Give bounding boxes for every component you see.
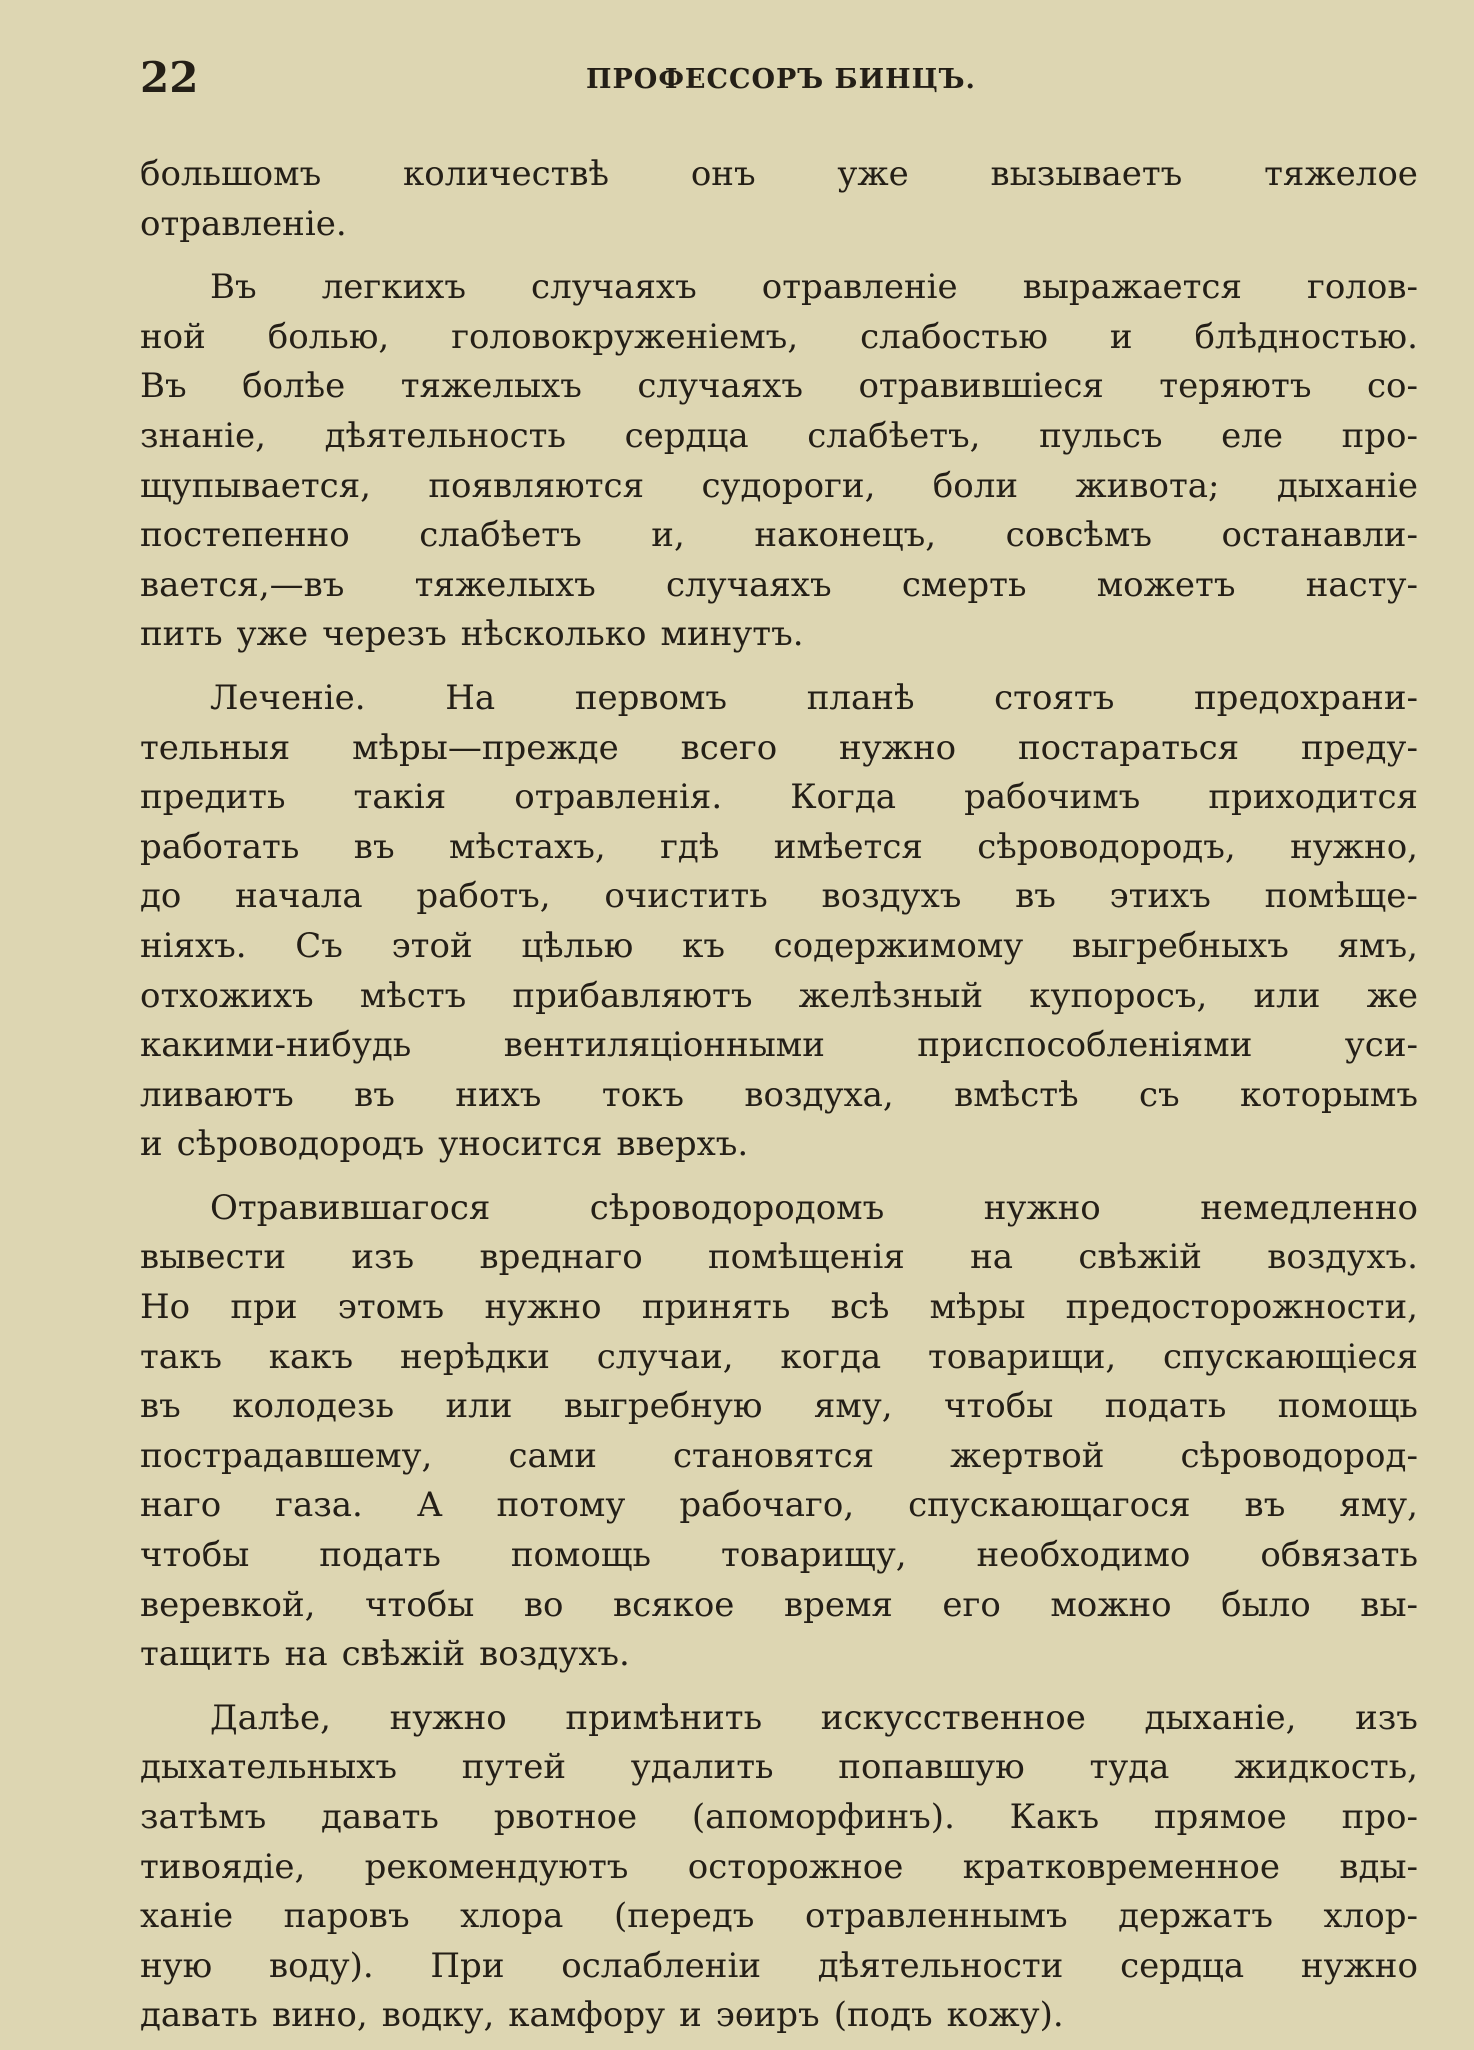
word: боли: [932, 465, 1018, 506]
word: работать: [140, 826, 300, 867]
word: тяжелыхъ: [400, 366, 582, 407]
word: про-: [1341, 1797, 1418, 1837]
word: спускающіеся: [1162, 1336, 1418, 1377]
word: тельныя: [140, 727, 291, 768]
text-line: [140, 674, 1418, 724]
text-line: [140, 412, 1418, 462]
word: головокруженіемъ,: [451, 316, 799, 357]
word: отхожихъ: [140, 975, 314, 1016]
word: во: [523, 1584, 564, 1625]
text-line: [140, 1694, 1418, 1744]
word: отравленіе: [761, 267, 958, 308]
word: вды-: [1339, 1846, 1418, 1887]
word: выражается: [1022, 267, 1242, 308]
page-number: 22: [140, 53, 199, 102]
word: туда: [1089, 1747, 1170, 1788]
word: вмѣстѣ: [954, 1074, 1079, 1115]
paragraph-gap: [140, 249, 1418, 263]
text-line: [140, 922, 1418, 972]
word: ямъ,: [1337, 925, 1418, 966]
word: блѣдностью.: [1194, 316, 1418, 357]
word: вы-: [1360, 1584, 1418, 1625]
word: большомъ: [140, 154, 322, 194]
word: Когда: [790, 777, 897, 818]
word: чтобы: [944, 1386, 1054, 1427]
text-line: [140, 823, 1418, 873]
word: рабочаго,: [679, 1485, 855, 1526]
paragraph: [140, 150, 1418, 249]
word: время: [783, 1584, 893, 1625]
text-line: [140, 1531, 1418, 1581]
word: рабочимъ: [964, 777, 1141, 818]
paragraph-gap: [140, 1170, 1418, 1184]
word: и,: [651, 515, 685, 556]
word: воду).: [269, 1945, 374, 1986]
text-line: [140, 1581, 1418, 1631]
word: сердца: [1120, 1945, 1245, 1986]
word: случаи,: [596, 1336, 734, 1377]
word: онъ: [690, 154, 756, 194]
word: воздухъ.: [1267, 1237, 1418, 1278]
word: Съ: [295, 925, 343, 966]
word: попавшую: [838, 1747, 1025, 1788]
word: въ: [1015, 876, 1056, 917]
text-line: [140, 610, 1418, 660]
word: работъ,: [416, 876, 551, 917]
word: (передъ: [613, 1896, 755, 1937]
word: водку,: [381, 1995, 495, 2036]
word: останавли-: [1221, 515, 1418, 556]
word: нужно: [1300, 1945, 1418, 1986]
word: появляются: [428, 465, 645, 506]
word: пульсъ: [1039, 415, 1163, 456]
word: нужно,: [1290, 826, 1418, 867]
word: живота;: [1075, 465, 1220, 506]
word: товарищи,: [927, 1336, 1117, 1377]
word: уже: [837, 154, 909, 194]
word: черезъ: [322, 614, 447, 655]
word: искусственное: [820, 1697, 1086, 1738]
paragraph: [140, 1694, 1418, 2041]
word: этой: [391, 925, 473, 966]
word: жертвой: [950, 1435, 1105, 1476]
text-line: [140, 1432, 1418, 1482]
word: уносится: [438, 1124, 603, 1165]
word: предить: [140, 777, 286, 818]
paragraph-gap: [140, 660, 1418, 674]
word: до: [140, 876, 182, 917]
word: наго: [140, 1485, 222, 1526]
word: или: [445, 1386, 513, 1427]
running-title: ПРОФЕССОРЪ БИНЦЪ.: [586, 64, 976, 95]
word: Отравившагося: [210, 1187, 491, 1228]
word: отравленнымъ: [804, 1896, 1068, 1937]
word: На: [445, 677, 496, 718]
word: помѣщенія: [708, 1237, 905, 1278]
word: же: [1366, 975, 1418, 1016]
word: эѳиръ: [715, 1995, 820, 2036]
word: нужно: [983, 1187, 1101, 1228]
word: чтобы: [140, 1535, 250, 1576]
word: жидкость,: [1234, 1747, 1418, 1788]
word: или: [1253, 975, 1321, 1016]
word: цѣлью: [521, 925, 634, 966]
word: Въ: [210, 267, 257, 308]
word: воздухъ: [821, 876, 962, 917]
word: дыханіе,: [1144, 1697, 1297, 1738]
word: приходится: [1208, 777, 1418, 818]
word: количествѣ: [402, 154, 610, 194]
word: его: [942, 1584, 1001, 1625]
text-line: [140, 150, 1418, 200]
word: всякое: [612, 1584, 735, 1625]
text-line: [140, 1333, 1418, 1383]
word: къ: [682, 925, 725, 966]
paragraph: [140, 1184, 1418, 1680]
word: планѣ: [806, 677, 915, 718]
word: на: [970, 1237, 1014, 1278]
word: содержимому: [773, 925, 1024, 966]
word: слабѣетъ: [419, 515, 582, 556]
word: совсѣмъ: [1005, 515, 1152, 556]
word: преду-: [1300, 727, 1418, 768]
word: голов-: [1307, 267, 1418, 308]
word: этихъ: [1109, 876, 1211, 917]
word: прямое: [1153, 1797, 1287, 1837]
word: пить: [140, 614, 223, 655]
word: желѣзный: [798, 975, 984, 1016]
word: можно: [1050, 1584, 1172, 1625]
word: постепенно: [140, 515, 350, 556]
paragraph: [140, 263, 1418, 660]
word: дѣятельности: [817, 1945, 1064, 1986]
word: (апоморфинъ).: [691, 1797, 955, 1837]
text-line: [140, 1021, 1418, 1071]
word: яму,: [813, 1386, 893, 1427]
text-line: [140, 972, 1418, 1022]
word: предосторожности,: [1065, 1287, 1418, 1328]
word: вается,—въ: [140, 564, 345, 605]
word: нужно: [484, 1287, 602, 1328]
word: нужно: [839, 727, 957, 768]
word: ослабленіи: [561, 1945, 762, 1986]
word: осторожное: [687, 1846, 904, 1887]
word: про-: [1341, 415, 1418, 456]
text-line: [140, 200, 1418, 250]
text-line: [140, 1991, 1418, 2041]
word: веревкой,: [140, 1584, 316, 1625]
word: первомъ: [574, 677, 728, 718]
word: (подъ: [833, 1995, 933, 2036]
text-line: [140, 1071, 1418, 1121]
word: ливаютъ: [140, 1074, 294, 1115]
word: уси-: [1344, 1025, 1418, 1066]
word: чтобы: [365, 1584, 475, 1625]
text-line: [140, 561, 1418, 611]
word: нужно: [389, 1697, 507, 1738]
word: помощь: [510, 1535, 652, 1576]
text-line: [140, 462, 1418, 512]
text-line: [140, 1184, 1418, 1234]
text-line: [140, 1630, 1418, 1680]
word: вверхъ.: [616, 1124, 749, 1165]
word: въ: [354, 1074, 395, 1115]
word: тяжелыхъ: [414, 564, 596, 605]
word: товарищу,: [720, 1535, 907, 1576]
word: токъ: [601, 1074, 684, 1115]
text-line: [140, 362, 1418, 412]
word: когда: [780, 1336, 882, 1377]
word: воздуха,: [744, 1074, 894, 1115]
word: мѣстахъ,: [449, 826, 606, 867]
word: давать: [320, 1797, 439, 1837]
text-line: [140, 773, 1418, 823]
text-line: [140, 263, 1418, 313]
word: Леченіе.: [210, 677, 366, 718]
word: отравленіе.: [140, 203, 347, 244]
word: слабостью: [860, 316, 1048, 357]
word: случаяхъ: [531, 267, 697, 308]
text-line: [140, 1743, 1418, 1793]
word: тяжелое: [1264, 154, 1418, 194]
text-line: [140, 1942, 1418, 1992]
word: минутъ.: [660, 614, 804, 655]
word: необходимо: [976, 1535, 1191, 1576]
word: какими-нибудь: [140, 1025, 412, 1066]
word: купоросъ,: [1029, 975, 1208, 1016]
word: и: [679, 1995, 702, 2036]
text-line: [140, 872, 1418, 922]
word: имѣется: [773, 826, 923, 867]
word: держатъ: [1118, 1896, 1273, 1937]
word: дѣятельность: [324, 415, 566, 456]
word: мѣры—прежде: [352, 727, 619, 768]
paragraph-gap: [140, 1680, 1418, 1694]
word: на: [284, 1634, 328, 1675]
text-line: [140, 511, 1418, 561]
word: рекомендуютъ: [364, 1846, 629, 1887]
word: такія: [353, 777, 447, 818]
word: отравленія.: [514, 777, 723, 818]
word: вреднаго: [479, 1237, 643, 1278]
word: мѣстъ: [359, 975, 467, 1016]
word: немедленно: [1200, 1187, 1418, 1228]
word: приспособленіями: [917, 1025, 1253, 1066]
word: кожу).: [946, 1995, 1064, 2036]
word: такъ: [140, 1336, 222, 1377]
word: выгребную: [563, 1386, 763, 1427]
word: свѣжій: [341, 1634, 466, 1675]
word: путей: [461, 1747, 567, 1788]
word: сѣроводородъ,: [977, 826, 1236, 867]
word: тащить: [140, 1634, 271, 1675]
word: случаяхъ: [665, 564, 832, 605]
word: нихъ: [455, 1074, 542, 1115]
word: нѣсколько: [460, 614, 647, 655]
word: свѣжій: [1078, 1237, 1202, 1278]
word: рвотное: [493, 1797, 638, 1837]
word: смерть: [901, 564, 1027, 605]
word: всѣ: [830, 1287, 890, 1328]
word: вентиляціонными: [503, 1025, 825, 1066]
word: которымъ: [1240, 1074, 1418, 1115]
word: судороги,: [701, 465, 876, 506]
word: кратковременное: [962, 1846, 1281, 1887]
word: ніяхъ.: [140, 925, 247, 966]
body-text: [140, 150, 1418, 2041]
word: какъ: [268, 1336, 354, 1377]
text-line: [140, 1793, 1418, 1843]
word: щупывается,: [140, 465, 371, 506]
word: постараться: [1017, 727, 1240, 768]
word: въ: [140, 1386, 181, 1427]
word: легкихъ: [321, 267, 466, 308]
word: и: [140, 1124, 163, 1165]
word: дыханіе: [1276, 465, 1418, 506]
word: отравившіеся: [858, 366, 1104, 407]
word: обвязать: [1260, 1535, 1418, 1576]
word: газа.: [275, 1485, 363, 1526]
word: болѣе: [242, 366, 346, 407]
word: сердца: [624, 415, 749, 456]
word: мѣры: [929, 1287, 1026, 1328]
word: этомъ: [337, 1287, 445, 1328]
word: сѣроводородъ: [176, 1124, 425, 1165]
word: Какъ: [1009, 1797, 1100, 1837]
word: вино,: [271, 1995, 368, 2036]
word: становятся: [672, 1435, 875, 1476]
word: болью,: [267, 316, 390, 357]
word: предохрани-: [1194, 677, 1418, 718]
word: вызываетъ: [990, 154, 1183, 194]
text-line: [140, 1283, 1418, 1333]
word: гдѣ: [660, 826, 720, 867]
word: слабѣетъ,: [807, 415, 981, 456]
word: всего: [680, 727, 778, 768]
word: теряютъ: [1159, 366, 1312, 407]
word: Въ: [140, 366, 187, 407]
word: ханіе: [140, 1896, 234, 1937]
word: можетъ: [1096, 564, 1236, 605]
word: воздухъ.: [479, 1634, 630, 1675]
word: еле: [1221, 415, 1283, 456]
text-line: [140, 1120, 1418, 1170]
word: дыхательныхъ: [140, 1747, 398, 1788]
text-line: [140, 1382, 1418, 1432]
word: при: [230, 1287, 298, 1328]
word: А: [416, 1485, 443, 1526]
word: съ: [1138, 1074, 1180, 1115]
word: было: [1221, 1584, 1311, 1625]
word: потому: [496, 1485, 626, 1526]
word: знаніе,: [140, 415, 266, 456]
text-line: [140, 1481, 1418, 1531]
word: наконецъ,: [754, 515, 937, 556]
word: ной: [140, 316, 206, 357]
word: стоятъ: [994, 677, 1115, 718]
text-line: [140, 313, 1418, 363]
word: пострадавшему,: [140, 1435, 433, 1476]
word: уже: [236, 614, 309, 655]
word: ную: [140, 1945, 213, 1986]
word: со-: [1366, 366, 1418, 407]
word: Далѣе,: [210, 1697, 331, 1738]
word: подать: [1104, 1386, 1227, 1427]
word: случаяхъ: [637, 366, 803, 407]
text-line: [140, 1233, 1418, 1283]
word: помощь: [1277, 1386, 1418, 1427]
word: выгребныхъ: [1071, 925, 1289, 966]
text-line: [140, 1843, 1418, 1893]
word: изъ: [1355, 1697, 1418, 1738]
word: въ: [1244, 1485, 1286, 1526]
word: вывести: [140, 1237, 286, 1278]
word: давать: [140, 1995, 258, 2036]
word: паровъ: [283, 1896, 410, 1937]
word: хлор-: [1323, 1896, 1418, 1937]
word: помѣще-: [1264, 876, 1418, 917]
word: При: [430, 1945, 505, 1986]
word: хлора: [460, 1896, 564, 1937]
word: тивоядіе,: [140, 1846, 306, 1887]
word: и: [1109, 316, 1133, 357]
word: начала: [235, 876, 363, 917]
word: яму,: [1339, 1485, 1418, 1526]
word: колодезь: [232, 1386, 395, 1427]
word: очистить: [604, 876, 768, 917]
paragraph: [140, 674, 1418, 1170]
word: нерѣдки: [400, 1336, 550, 1377]
word: насту-: [1305, 564, 1418, 605]
word: принять: [641, 1287, 791, 1328]
word: сами: [508, 1435, 597, 1476]
text-line: [140, 724, 1418, 774]
word: спускающагося: [908, 1485, 1191, 1526]
word: сѣроводород-: [1180, 1435, 1418, 1476]
word: Но: [140, 1287, 191, 1328]
word: примѣнить: [565, 1697, 763, 1738]
word: затѣмъ: [140, 1797, 267, 1837]
word: прибавляютъ: [512, 975, 753, 1016]
word: удалить: [630, 1747, 774, 1788]
word: въ: [353, 826, 395, 867]
word: подать: [319, 1535, 441, 1576]
word: изъ: [351, 1237, 415, 1278]
word: камфору: [508, 1995, 666, 2036]
text-line: [140, 1892, 1418, 1942]
word: сѣроводородомъ: [589, 1187, 885, 1228]
